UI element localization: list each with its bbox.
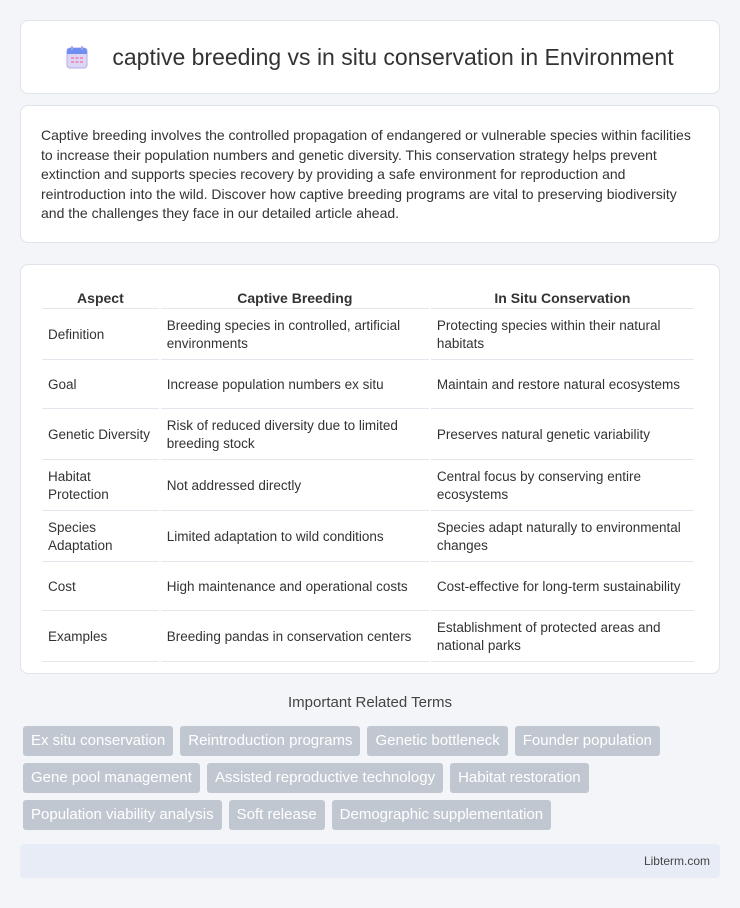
table-row — [42, 513, 694, 562]
table-row — [42, 462, 694, 511]
row-captive: High maintenance and operational costs — [161, 564, 429, 611]
table-row — [42, 411, 694, 460]
related-terms-list — [23, 726, 723, 837]
row-aspect: Cost — [42, 564, 159, 611]
row-captive: Risk of reduced diversity due to limited breeding stock — [161, 411, 429, 460]
table-row — [42, 311, 694, 360]
footer-site-link[interactable]: Libterm.com — [643, 854, 710, 868]
row-captive: Breeding species in controlled, artificial environments — [161, 311, 429, 360]
row-in-situ: Preserves natural genetic variability — [431, 411, 694, 460]
row-in-situ: Maintain and restore natural ecosystems — [431, 362, 694, 409]
related-term-tag[interactable]: Ex situ conservation — [23, 726, 173, 756]
page-title: captive breeding vs in situ conservation in Environment — [112, 43, 674, 70]
header-in-situ-conservation: In Situ Conservation — [431, 287, 694, 309]
table-row — [42, 613, 694, 662]
row-in-situ: Species adapt naturally to environmental changes — [431, 513, 694, 562]
row-in-situ: Central focus by conserving entire ecosystems — [431, 462, 694, 511]
header-card — [20, 20, 720, 94]
row-aspect: Species Adaptation — [42, 513, 159, 562]
header-aspect: Aspect — [42, 287, 159, 309]
related-term-tag[interactable]: Population viability analysis — [23, 800, 222, 830]
intro-text: Captive breeding involves the controlled propagation of endangered or vulnerable species within facilities to increase their population numbers and genetic diversity. This conservation strategy helps prevent extinction and supports species recovery by providing a safe environment for reproduction and reintroduction into the wild. Discover how captive breeding programs are vital to preserving biodiversity and the challenges they face in our detailed article ahead. — [41, 127, 691, 222]
related-term-tag[interactable]: Genetic bottleneck — [367, 726, 507, 756]
related-term-tag[interactable]: Reintroduction programs — [180, 726, 360, 756]
header-captive-breeding: Captive Breeding — [161, 287, 429, 309]
row-captive: Increase population numbers ex situ — [161, 362, 429, 409]
related-terms-title: Important Related Terms — [288, 694, 452, 711]
row-captive: Breeding pandas in conservation centers — [161, 613, 429, 662]
related-term-tag[interactable]: Founder population — [515, 726, 660, 756]
intro-card — [20, 105, 720, 243]
footer — [20, 844, 720, 878]
row-aspect: Goal — [42, 362, 159, 409]
row-in-situ: Protecting species within their natural habitats — [431, 311, 694, 360]
related-term-tag[interactable]: Soft release — [229, 800, 325, 830]
comparison-card — [20, 264, 720, 674]
table-row — [42, 564, 694, 611]
related-term-tag[interactable]: Assisted reproductive technology — [207, 763, 443, 793]
row-captive: Limited adaptation to wild conditions — [161, 513, 429, 562]
related-term-tag[interactable]: Demographic supplementation — [332, 800, 551, 830]
calendar-icon — [66, 45, 88, 69]
row-in-situ: Establishment of protected areas and national parks — [431, 613, 694, 662]
row-captive: Not addressed directly — [161, 462, 429, 511]
table-row — [42, 362, 694, 409]
related-term-tag[interactable]: Gene pool management — [23, 763, 200, 793]
row-aspect: Habitat Protection — [42, 462, 159, 511]
row-aspect: Genetic Diversity — [42, 411, 159, 460]
related-term-tag[interactable]: Habitat restoration — [450, 763, 589, 793]
row-aspect: Examples — [42, 613, 159, 662]
row-in-situ: Cost-effective for long-term sustainability — [431, 564, 694, 611]
table-header-row — [42, 287, 694, 309]
row-aspect: Definition — [42, 311, 159, 360]
comparison-table — [40, 285, 696, 664]
